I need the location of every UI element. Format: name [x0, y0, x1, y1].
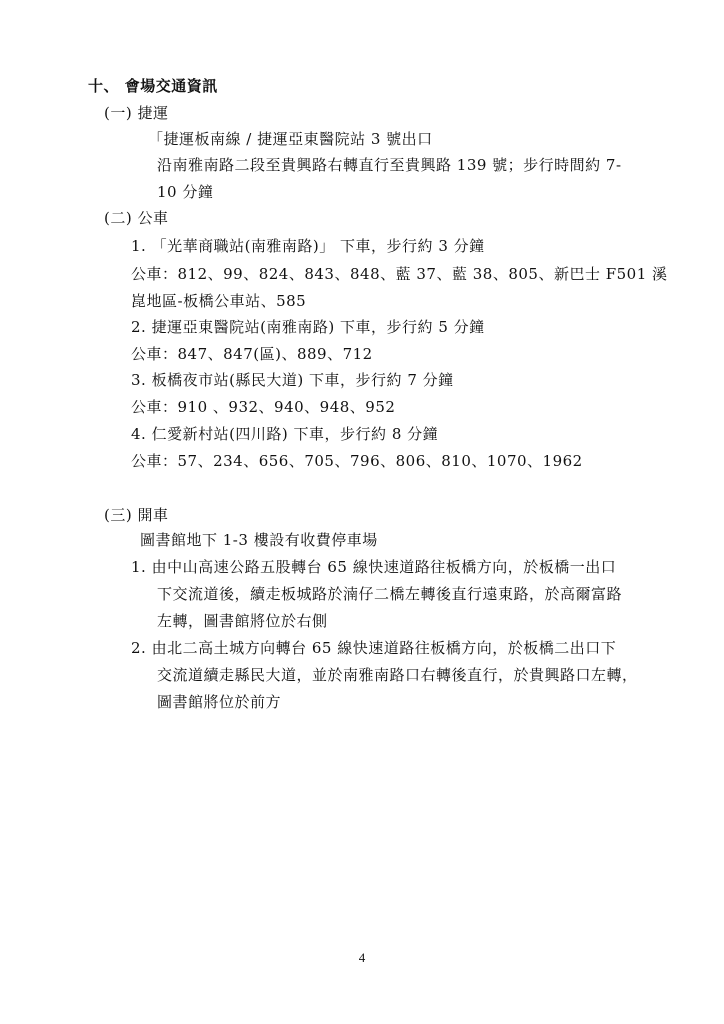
car-route-1-line-3: 左轉，圖書館將位於右側	[157, 612, 328, 630]
car-route-2-line-3: 圖書館將位於前方	[157, 693, 282, 711]
bus-stop-1-title: 1. 「光華商職站(南雅南路)」 下車，步行約 3 分鐘	[131, 237, 485, 255]
bus-stop-4-routes: 公車：57、234、656、705、796、806、810、1070、1962	[131, 452, 583, 470]
mrt-line-1: 「捷運板南線 / 捷運亞東醫院站 3 號出口	[148, 130, 433, 148]
page-number: 4	[358, 950, 366, 965]
car-route-1-line-2: 下交流道後，續走板城路於湳仔二橋左轉後直行遠東路，於高爾富路	[157, 585, 623, 603]
bus-stop-3-title: 3. 板橋夜市站(縣民大道) 下車，步行約 7 分鐘	[131, 371, 454, 389]
bus-stop-1-routes-line-2: 崑地區-板橋公車站、585	[131, 292, 307, 310]
mrt-heading: (一) 捷運	[104, 104, 169, 122]
car-heading: (三) 開車	[104, 506, 169, 524]
mrt-line-3: 10 分鐘	[157, 183, 214, 201]
section-heading: 十、 會場交通資訊	[88, 77, 218, 95]
bus-stop-3-routes: 公車：910 、932、940、948、952	[131, 398, 396, 416]
car-parking-note: 圖書館地下 1-3 樓設有收費停車場	[140, 531, 378, 549]
bus-stop-1-routes-line-1: 公車：812、99、824、843、848、藍 37、藍 38、805、新巴士 F501 溪	[131, 265, 668, 283]
car-route-1-line-1: 1. 由中山高速公路五股轉台 65 線快速道路往板橋方向，於板橋一出口	[131, 558, 617, 576]
bus-heading: (二) 公車	[104, 209, 169, 227]
bus-stop-2-routes: 公車：847、847(區)、889、712	[131, 345, 373, 363]
bus-stop-2-title: 2. 捷運亞東醫院站(南雅南路) 下車，步行約 5 分鐘	[131, 318, 485, 336]
mrt-line-2: 沿南雅南路二段至貴興路右轉直行至貴興路 139 號；步行時間約 7-	[157, 156, 622, 174]
car-route-2-line-1: 2. 由北二高土城方向轉台 65 線快速道路往板橋方向，於板橋二出口下	[131, 639, 617, 657]
bus-stop-4-title: 4. 仁愛新村站(四川路) 下車，步行約 8 分鐘	[131, 425, 439, 443]
car-route-2-line-2: 交流道續走縣民大道，並於南雅南路口右轉後直行，於貴興路口左轉，	[157, 666, 638, 684]
